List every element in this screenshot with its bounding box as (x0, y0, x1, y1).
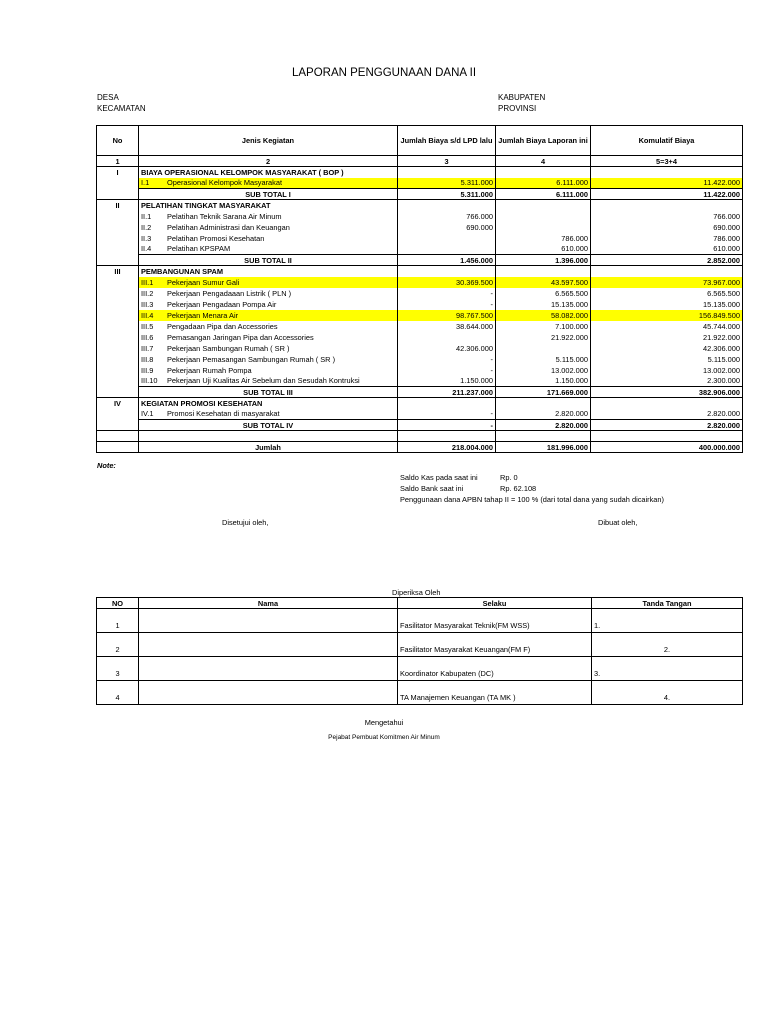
subtotal-label: SUB TOTAL I (139, 189, 398, 200)
col-number: 1 (97, 156, 139, 167)
item-total: 690.000 (591, 222, 743, 233)
item-row (97, 343, 743, 354)
empty-cell (97, 354, 139, 365)
grand-total-total: 400.000.000 (591, 442, 743, 453)
item-name: Pekerjaan Sumur Gali (167, 277, 240, 287)
sign-nama (139, 681, 398, 705)
empty-cell (97, 376, 139, 387)
subtotal-prev: 211.237.000 (398, 387, 496, 398)
subtotal-total: 11.422.000 (591, 189, 743, 200)
usage-text: Penggunaan dana APBN tahap II = 100 % (dari total dana yang sudah dicairkan) (400, 495, 664, 504)
item-prev: 5.311.000 (398, 178, 496, 189)
empty-cell (97, 310, 139, 321)
item-name: Promosi Kesehatan di masyarakat (167, 409, 280, 419)
item-code: III.7 (141, 343, 154, 353)
header-biaya-lalu: Jumlah Biaya s/d LPD lalu (398, 126, 496, 156)
empty-cell (97, 365, 139, 376)
item-row (97, 178, 743, 189)
desa-label: DESA (97, 93, 119, 102)
empty-cell (398, 200, 496, 211)
grand-total-prev: 218.004.000 (398, 442, 496, 453)
item-cell (139, 211, 398, 222)
item-total: 766.000 (591, 211, 743, 222)
item-total: 73.967.000 (591, 277, 743, 288)
empty-cell (139, 431, 398, 442)
empty-cell (97, 255, 139, 266)
item-prev (398, 332, 496, 343)
empty-cell (496, 266, 591, 277)
item-now: 58.082.000 (496, 310, 591, 321)
empty-cell (97, 299, 139, 310)
blank-row (97, 431, 743, 442)
item-now: 6.565.500 (496, 288, 591, 299)
section-no: III (97, 266, 139, 277)
item-code: III.2 (141, 288, 154, 298)
empty-cell (496, 398, 591, 409)
item-now: 786.000 (496, 233, 591, 244)
sign-header-no: NO (97, 598, 139, 609)
item-prev (398, 244, 496, 255)
item-cell (139, 244, 398, 255)
item-row (97, 299, 743, 310)
item-now (496, 343, 591, 354)
item-now: 21.922.000 (496, 332, 591, 343)
empty-cell (496, 200, 591, 211)
section-row (97, 200, 743, 211)
item-total: 610.000 (591, 244, 743, 255)
empty-cell (97, 178, 139, 189)
item-name: Operasional Kelompok Masyarakat (167, 178, 283, 188)
item-name: Pelatihan Administrasi dan Keuangan (167, 222, 290, 232)
item-name: Pelatihan Teknik Sarana Air Minum (167, 211, 282, 221)
sign-selaku: Fasilitator Masyarakat Keuangan(FM F) (398, 633, 592, 657)
item-code: II.4 (141, 244, 152, 254)
empty-cell (591, 266, 743, 277)
item-prev: - (398, 299, 496, 310)
item-cell (139, 277, 398, 288)
empty-cell (97, 211, 139, 222)
grand-total-row (97, 442, 743, 453)
sign-ttd: 1. (592, 609, 743, 633)
item-total: 6.565.500 (591, 288, 743, 299)
item-now: 43.597.500 (496, 277, 591, 288)
item-total: 2.300.000 (591, 376, 743, 387)
item-name: Pekerjaan Rumah Pompa (167, 365, 252, 375)
item-prev: 42.306.000 (398, 343, 496, 354)
item-now: 1.150.000 (496, 376, 591, 387)
item-now: 5.115.000 (496, 354, 591, 365)
item-cell (139, 178, 398, 189)
item-prev: 30.369.500 (398, 277, 496, 288)
sign-selaku: TA Manajemen Keuangan (TA MK ) (398, 681, 592, 705)
subtotal-label: SUB TOTAL IV (139, 420, 398, 431)
subtotal-row (97, 387, 743, 398)
section-no: I (97, 167, 139, 178)
section-no: II (97, 200, 139, 211)
item-total: 786.000 (591, 233, 743, 244)
item-cell (139, 299, 398, 310)
kecamatan-label: KECAMATAN (97, 104, 146, 113)
empty-cell (97, 277, 139, 288)
empty-cell (97, 233, 139, 244)
item-name: Pekerjaan Pemasangan Sambungan Rumah ( SR ) (167, 354, 336, 364)
header-komulatif: Komulatif Biaya (591, 126, 743, 156)
empty-cell (97, 321, 139, 332)
item-total: 5.115.000 (591, 354, 743, 365)
officer-label: Pejabat Pembuat Komitmen Air Minum (328, 734, 440, 741)
sign-header-ttd: Tanda Tangan (592, 598, 743, 609)
sign-nama (139, 657, 398, 681)
item-row (97, 310, 743, 321)
item-cell (139, 343, 398, 354)
empty-cell (398, 266, 496, 277)
subtotal-row (97, 420, 743, 431)
item-name: Pekerjaan Menara Air (167, 310, 239, 320)
checked-by-label: Diperiksa Oleh (392, 588, 441, 597)
report-title: LAPORAN PENGGUNAAN DANA II (291, 67, 477, 79)
item-code: IV.1 (141, 409, 154, 419)
empty-cell (591, 167, 743, 178)
item-cell (139, 321, 398, 332)
kabupaten-label: KABUPATEN (498, 93, 546, 102)
item-code: III.3 (141, 299, 154, 309)
sign-nama (139, 609, 398, 633)
section-title: PEMBANGUNAN SPAM (139, 266, 398, 277)
item-cell (139, 233, 398, 244)
section-title: KEGIATAN PROMOSI KESEHATAN (139, 398, 398, 409)
empty-cell (97, 431, 139, 442)
section-row (97, 266, 743, 277)
empty-cell (591, 200, 743, 211)
item-code: II.1 (141, 211, 152, 221)
item-name: Pengadaan Pipa dan Accessories (167, 321, 278, 331)
item-prev: 1.150.000 (398, 376, 496, 387)
col-number: 4 (496, 156, 591, 167)
item-name: Pekerjaan Pengadaaan Listrik ( PLN ) (167, 288, 292, 298)
subtotal-label: SUB TOTAL III (139, 387, 398, 398)
sign-header-selaku: Selaku (398, 598, 592, 609)
empty-cell (97, 288, 139, 299)
sign-ttd: 3. (592, 657, 743, 681)
item-prev: - (398, 365, 496, 376)
section-row (97, 398, 743, 409)
item-row (97, 288, 743, 299)
item-now: 7.100.000 (496, 321, 591, 332)
known-by-label: Mengetahui (364, 718, 404, 727)
sign-selaku: Koordinator Kabupaten (DC) (398, 657, 592, 681)
empty-cell (97, 442, 139, 453)
item-prev: - (398, 409, 496, 420)
col-number: 2 (139, 156, 398, 167)
subtotal-row (97, 255, 743, 266)
empty-cell (97, 420, 139, 431)
signature-row (97, 657, 743, 681)
made-by-label: Dibuat oleh, (598, 518, 638, 527)
header-biaya-ini: Jumlah Biaya Laporan ini (496, 126, 591, 156)
item-now (496, 222, 591, 233)
item-code: III.1 (141, 277, 154, 287)
sign-selaku: Fasilitator Masyarakat Teknik(FM WSS) (398, 609, 592, 633)
item-name: Pekerjaan Uji Kualitas Air Sebelum dan Sesudah Kontruksi (167, 376, 360, 386)
empty-cell (97, 222, 139, 233)
item-row (97, 409, 743, 420)
item-total: 156.849.500 (591, 310, 743, 321)
saldo-kas-label: Saldo Kas pada saat ini (400, 473, 478, 482)
item-prev: 766.000 (398, 211, 496, 222)
empty-cell (496, 431, 591, 442)
item-cell (139, 332, 398, 343)
subtotal-total: 2.852.000 (591, 255, 743, 266)
item-row (97, 321, 743, 332)
subtotal-now: 2.820.000 (496, 420, 591, 431)
provinsi-label: PROVINSI (498, 104, 537, 113)
item-total: 2.820.000 (591, 409, 743, 420)
subtotal-now: 6.111.000 (496, 189, 591, 200)
item-row (97, 376, 743, 387)
item-cell (139, 222, 398, 233)
item-code: III.6 (141, 332, 154, 342)
subtotal-total: 2.820.000 (591, 420, 743, 431)
subtotal-prev: 1.456.000 (398, 255, 496, 266)
saldo-bank-label: Saldo Bank saat ini (400, 484, 464, 493)
sign-nama (139, 633, 398, 657)
item-now (496, 211, 591, 222)
item-total: 13.002.000 (591, 365, 743, 376)
empty-cell (496, 167, 591, 178)
subtotal-now: 171.669.000 (496, 387, 591, 398)
section-title: BIAYA OPERASIONAL KELOMPOK MASYARAKAT ( BOP ) (139, 167, 398, 178)
item-now: 6.111.000 (496, 178, 591, 189)
item-name: Pekerjaan Sambungan Rumah ( SR ) (167, 343, 290, 353)
sign-ttd: 2. (592, 633, 743, 657)
subtotal-label: SUB TOTAL II (139, 255, 398, 266)
note-label: Note: (97, 461, 116, 470)
item-cell (139, 409, 398, 420)
sign-ttd: 4. (592, 681, 743, 705)
header-no: No (97, 126, 139, 156)
subtotal-now: 1.396.000 (496, 255, 591, 266)
sign-no: 3 (97, 657, 139, 681)
sign-no: 4 (97, 681, 139, 705)
empty-cell (398, 398, 496, 409)
signature-row (97, 633, 743, 657)
item-row (97, 222, 743, 233)
signature-row (97, 609, 743, 633)
subtotal-prev: - (398, 420, 496, 431)
col-number: 5=3+4 (591, 156, 743, 167)
empty-cell (591, 431, 743, 442)
section-no: IV (97, 398, 139, 409)
item-row (97, 354, 743, 365)
item-row (97, 277, 743, 288)
item-total: 11.422.000 (591, 178, 743, 189)
approved-by-label: Disetujui oleh, (222, 518, 269, 527)
item-now: 610.000 (496, 244, 591, 255)
grand-total-now: 181.996.000 (496, 442, 591, 453)
item-row (97, 244, 743, 255)
item-now: 15.135.000 (496, 299, 591, 310)
item-code: III.8 (141, 354, 154, 364)
empty-cell (591, 398, 743, 409)
item-name: Pemasangan Jaringan Pipa dan Accessories (167, 332, 314, 342)
empty-cell (97, 332, 139, 343)
item-prev (398, 233, 496, 244)
sign-header-nama: Nama (139, 598, 398, 609)
item-code: III.5 (141, 321, 154, 331)
item-cell (139, 354, 398, 365)
item-prev: - (398, 354, 496, 365)
column-number-row (97, 156, 743, 167)
empty-cell (97, 409, 139, 420)
item-code: III.9 (141, 365, 154, 375)
subtotal-prev: 5.311.000 (398, 189, 496, 200)
item-code: II.2 (141, 222, 152, 232)
item-code: III.10 (141, 376, 158, 386)
item-name: Pelatihan Promosi Kesehatan (167, 233, 265, 243)
header-jenis-kegiatan: Jenis Kegiatan (139, 126, 398, 156)
item-row (97, 211, 743, 222)
item-cell (139, 365, 398, 376)
signature-row (97, 681, 743, 705)
item-name: Pekerjaan Pengadaan Pompa Air (167, 299, 277, 309)
item-prev: 690.000 (398, 222, 496, 233)
section-row (97, 167, 743, 178)
signature-table (96, 597, 743, 705)
item-total: 21.922.000 (591, 332, 743, 343)
empty-cell (97, 343, 139, 354)
item-cell (139, 310, 398, 321)
item-row (97, 332, 743, 343)
empty-cell (97, 244, 139, 255)
saldo-kas-value: Rp. 0 (500, 473, 518, 482)
item-name: Pelatihan KPSPAM (167, 244, 231, 254)
item-prev: 38.644.000 (398, 321, 496, 332)
item-prev: - (398, 288, 496, 299)
item-total: 42.306.000 (591, 343, 743, 354)
grand-total-label: Jumlah (139, 442, 398, 453)
item-code: I.1 (141, 178, 150, 188)
expense-table (96, 125, 743, 453)
item-code: III.4 (141, 310, 154, 320)
item-code: II.3 (141, 233, 152, 243)
empty-cell (398, 431, 496, 442)
sign-no: 2 (97, 633, 139, 657)
item-row (97, 365, 743, 376)
item-now: 2.820.000 (496, 409, 591, 420)
subtotal-row (97, 189, 743, 200)
item-prev: 98.767.500 (398, 310, 496, 321)
col-number: 3 (398, 156, 496, 167)
subtotal-total: 382.906.000 (591, 387, 743, 398)
saldo-bank-value: Rp. 62.108 (500, 484, 537, 493)
item-total: 45.744.000 (591, 321, 743, 332)
empty-cell (97, 387, 139, 398)
item-now: 13.002.000 (496, 365, 591, 376)
empty-cell (97, 189, 139, 200)
item-cell (139, 288, 398, 299)
section-title: PELATIHAN TINGKAT MASYARAKAT (139, 200, 398, 211)
item-total: 15.135.000 (591, 299, 743, 310)
sign-no: 1 (97, 609, 139, 633)
item-row (97, 233, 743, 244)
empty-cell (398, 167, 496, 178)
item-cell (139, 376, 398, 387)
